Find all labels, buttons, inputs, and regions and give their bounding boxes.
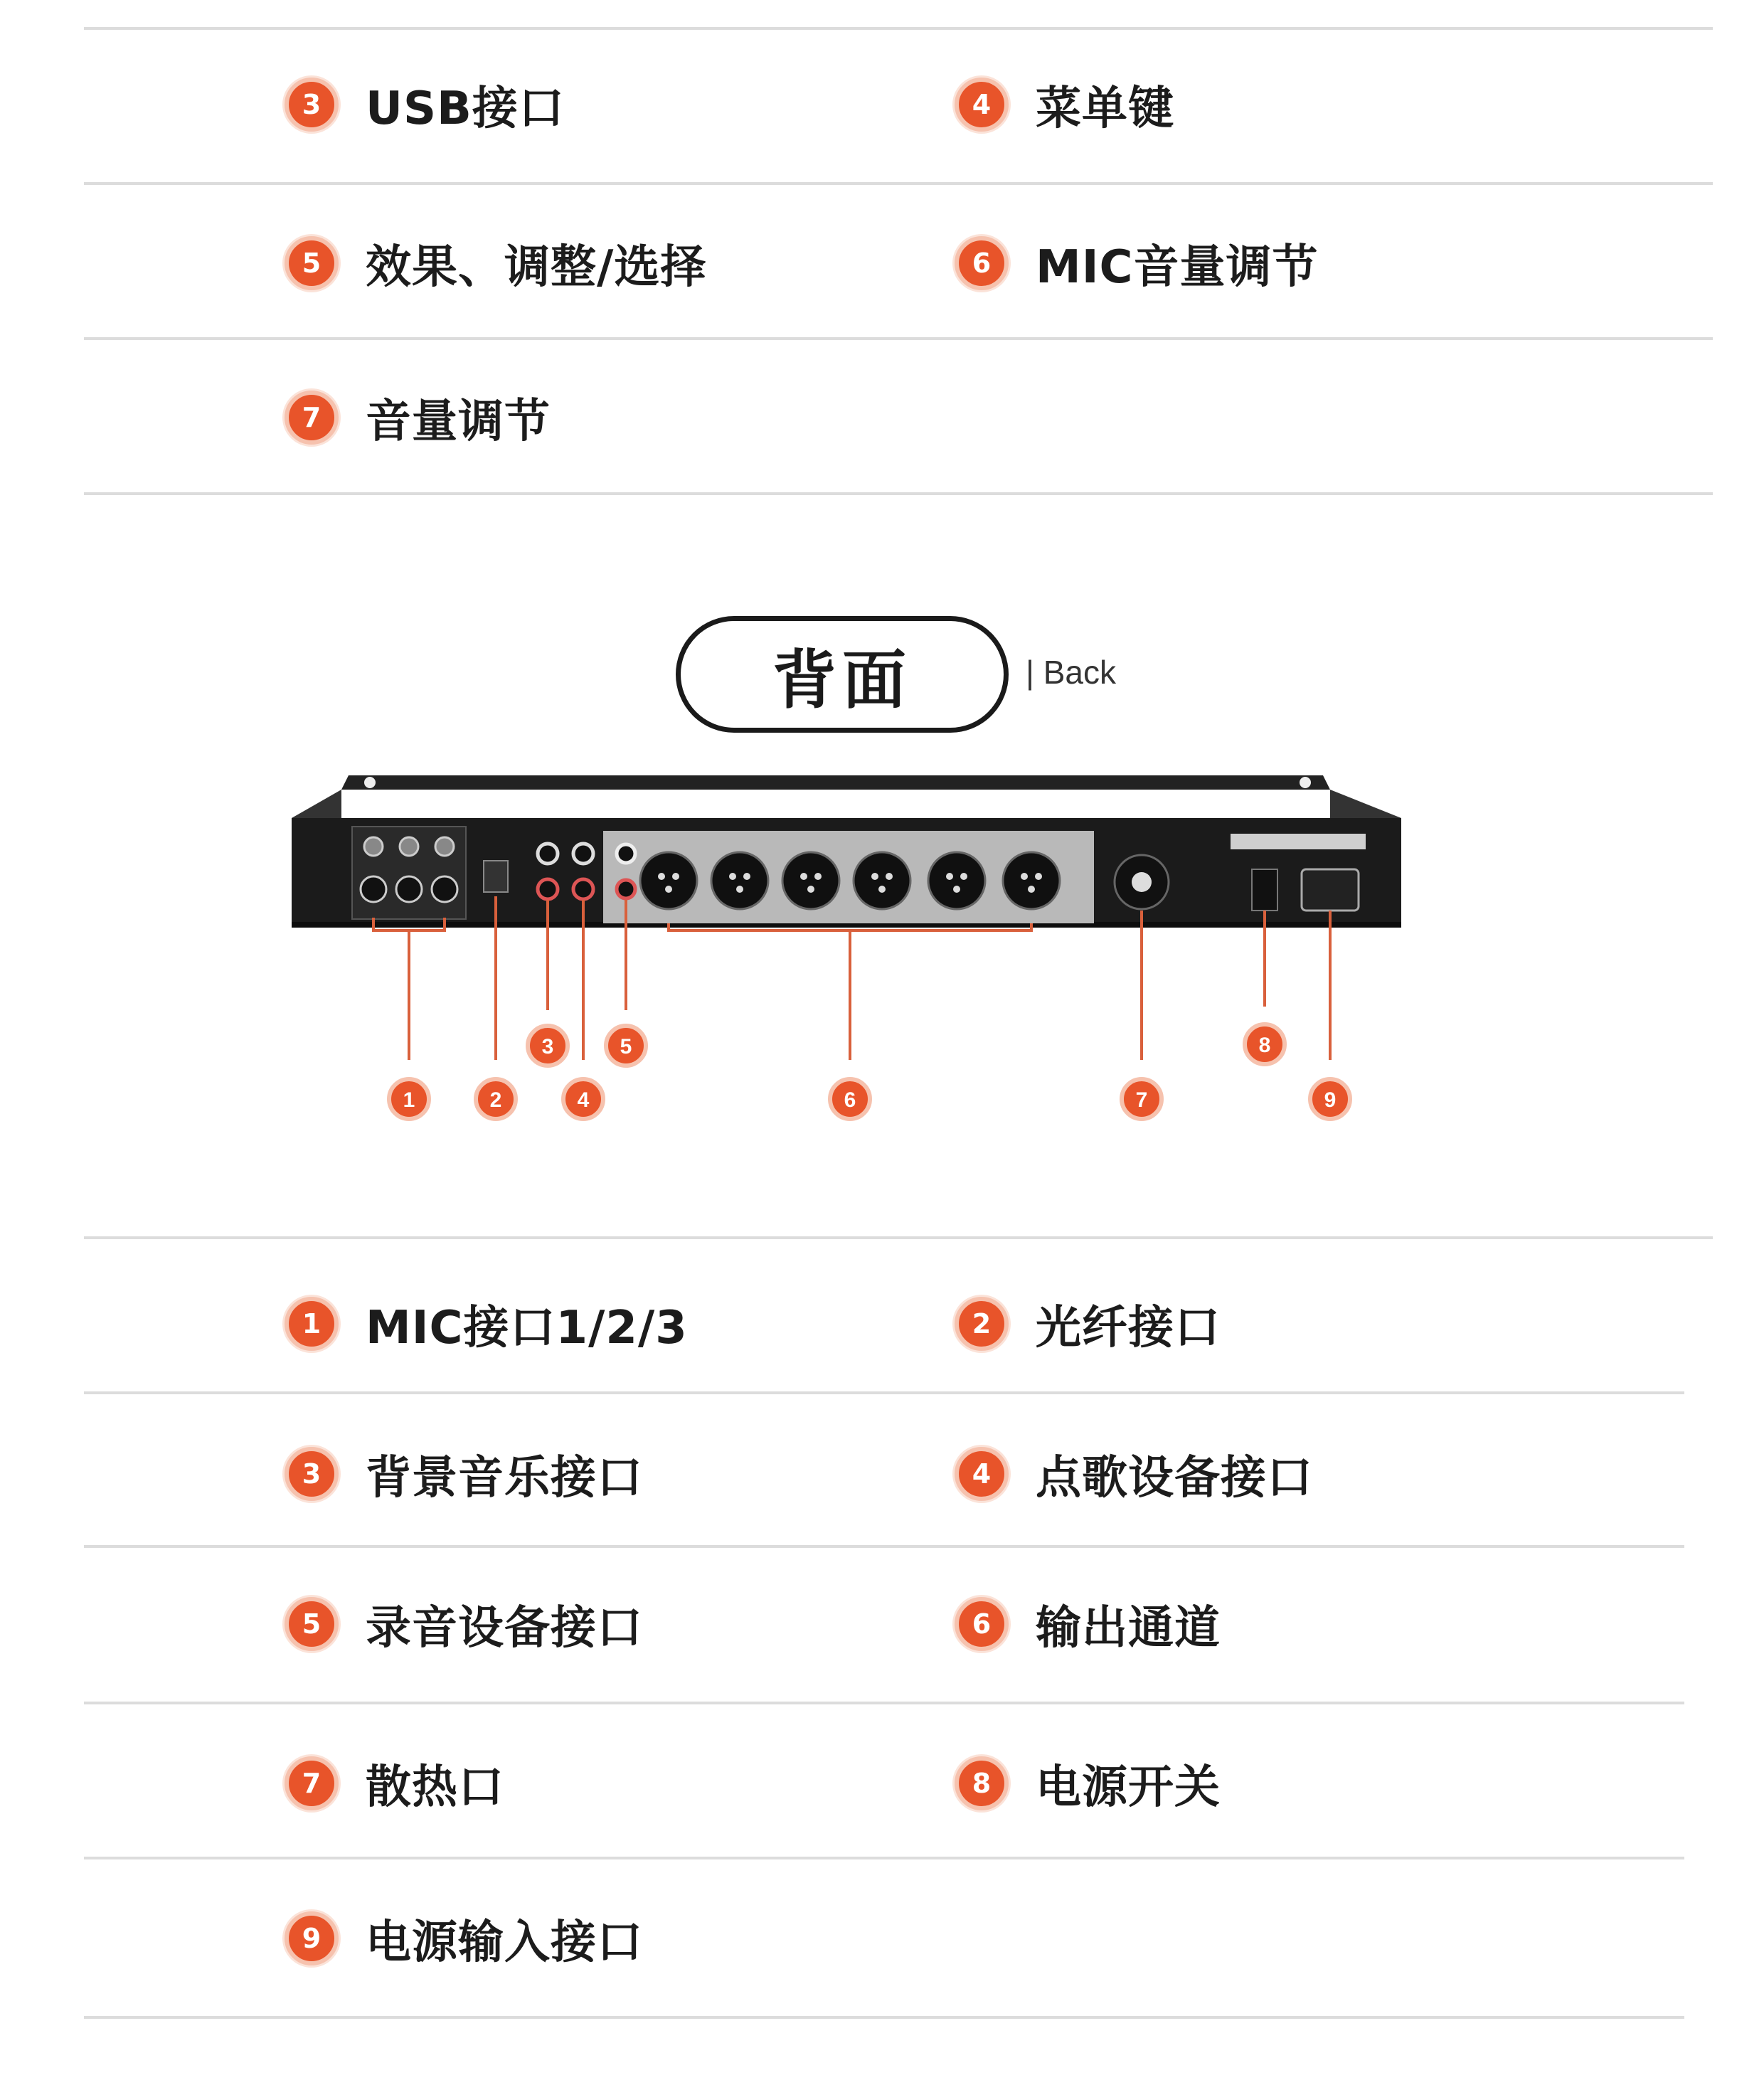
power-switch — [1252, 869, 1277, 911]
callout-6 — [830, 1079, 870, 1119]
number-badge: 4 — [955, 1447, 1009, 1501]
callout-9 — [1310, 1079, 1350, 1119]
divider — [84, 1236, 1713, 1239]
optical-port — [484, 861, 508, 892]
number-badge: 9 — [285, 1911, 339, 1965]
spec-item-mic-volume — [955, 231, 1318, 295]
spec-label: 电源输入接口 — [366, 1916, 643, 1969]
spec-item-usb-port — [285, 73, 565, 137]
spec-label: 电源开关 — [1036, 1761, 1221, 1814]
mount-hole — [364, 777, 376, 788]
divider — [84, 1857, 1684, 1859]
number-badge: 5 — [285, 1597, 339, 1651]
divider — [84, 1545, 1684, 1548]
spec-item-recording-port — [285, 1592, 643, 1656]
device-top-edge — [341, 775, 1330, 790]
spec-label: 音量调节 — [366, 396, 551, 448]
callout-number: 2 — [489, 1088, 502, 1112]
spec-item-effect-adjust — [285, 231, 706, 295]
section-subtitle: | Back — [1026, 654, 1116, 691]
fan-hub — [1132, 872, 1152, 892]
divider — [84, 1391, 1684, 1394]
number-badge: 2 — [955, 1297, 1009, 1351]
number-badge: 5 — [285, 236, 339, 290]
section-title-pill: 背面 — [676, 616, 1009, 733]
spec-item-optical-port — [955, 1292, 1221, 1356]
device-right-edge — [1330, 790, 1401, 818]
callout-number: 9 — [1324, 1088, 1337, 1112]
number-badge: 7 — [285, 1756, 339, 1810]
spec-label: MIC音量调节 — [1036, 241, 1319, 294]
number-badge: 3 — [285, 1447, 339, 1501]
callout-number: 3 — [541, 1035, 554, 1058]
number-badge: 8 — [955, 1756, 1009, 1810]
callout-2 — [476, 1079, 516, 1119]
divider — [84, 1702, 1684, 1704]
number-badge: 7 — [285, 391, 339, 445]
spec-label: MIC接口1/2/3 — [366, 1302, 688, 1354]
mount-hole — [1300, 777, 1311, 788]
spec-item-menu-key — [955, 73, 1174, 137]
number-badge: 3 — [285, 78, 339, 132]
number-badge: 6 — [955, 1597, 1009, 1651]
callout-8 — [1245, 1024, 1285, 1064]
callout-number: 7 — [1135, 1088, 1148, 1112]
callout-3 — [528, 1026, 568, 1066]
divider — [84, 337, 1713, 340]
spec-label: 光纤接口 — [1036, 1302, 1221, 1354]
rear-panel-diagram — [270, 775, 1408, 1145]
callout-5 — [606, 1026, 646, 1066]
spec-label: 录音设备接口 — [366, 1602, 643, 1655]
divider — [84, 492, 1713, 495]
callout-number: 5 — [620, 1035, 632, 1058]
callout-number: 1 — [403, 1088, 415, 1112]
spec-label: 点歌设备接口 — [1036, 1452, 1313, 1505]
callout-number: 4 — [577, 1088, 590, 1112]
spec-item-power-input — [285, 1906, 643, 1970]
number-badge: 4 — [955, 78, 1009, 132]
spec-label: 输出通道 — [1036, 1602, 1221, 1655]
spec-item-bgm-port — [285, 1442, 643, 1506]
divider — [84, 2016, 1684, 2019]
divider — [84, 27, 1713, 30]
spec-label: 背景音乐接口 — [366, 1452, 643, 1505]
callout-4 — [563, 1079, 603, 1119]
callout-number: 6 — [844, 1088, 856, 1112]
spec-item-output-channel — [955, 1592, 1221, 1656]
spec-item-power-switch — [955, 1751, 1221, 1815]
callout-7 — [1122, 1079, 1162, 1119]
number-badge: 1 — [285, 1297, 339, 1351]
device-left-edge — [292, 790, 341, 818]
spec-item-mic-ports — [285, 1292, 688, 1356]
number-badge: 6 — [955, 236, 1009, 290]
spec-label: 菜单键 — [1036, 83, 1174, 135]
spec-label: 散热口 — [366, 1761, 504, 1814]
spec-item-volume — [285, 386, 551, 450]
callout-number: 8 — [1258, 1034, 1271, 1057]
spec-item-karaoke-port — [955, 1442, 1313, 1506]
spec-label: 效果、调整/选择 — [366, 241, 707, 294]
power-label-plate — [1231, 834, 1366, 849]
spec-label: USB接口 — [366, 83, 565, 135]
spec-item-vent — [285, 1751, 504, 1815]
callout-1 — [389, 1079, 429, 1119]
divider — [84, 182, 1713, 185]
power-inlet — [1302, 869, 1359, 911]
